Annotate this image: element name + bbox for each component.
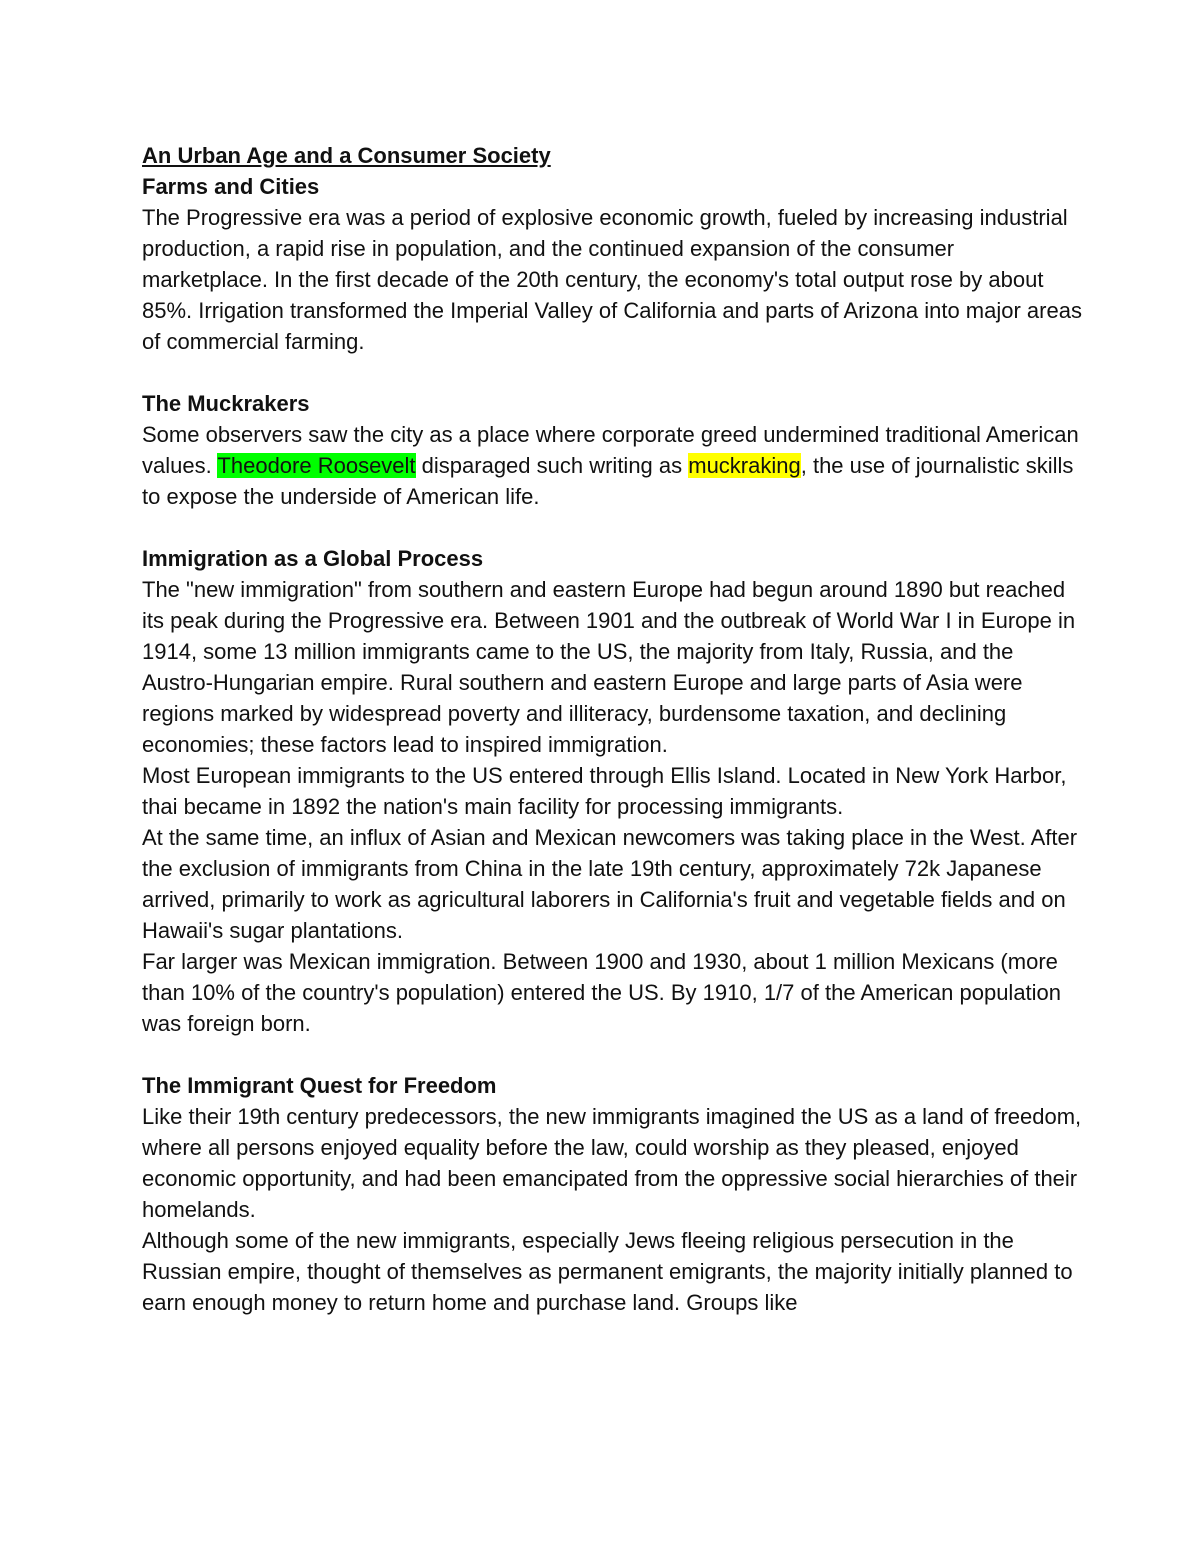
section-heading-immigrant-quest: The Immigrant Quest for Freedom	[142, 1073, 497, 1098]
spacer	[142, 512, 1082, 543]
text-run: , the use of journalistic skills to expose the underside of American life.	[142, 453, 1074, 509]
text-run: Some observers saw the city as a place where corporate greed undermined traditional American values.	[142, 422, 1079, 478]
paragraph: Most European immigrants to the US entered through Ellis Island. Located in New York Harbor, thai became in 1892 the nation's main facility for processing immigrants.	[142, 763, 1067, 819]
paragraph: The "new immigration" from southern and eastern Europe had begun around 1890 but reached its peak during the Progressive era. Between 1901 and the outbreak of World War I in Europe in 1914, some 13 million immigrants came to the US, the majority from Italy, Russia, and the Austro-Hungarian empire. Rural southern and eastern Europe and large parts of Asia were regions marked by widespread poverty and illiteracy, burdensome taxation, and declining economies; these factors lead to inspired immigration.	[142, 577, 1076, 757]
section-heading-immigration: Immigration as a Global Process	[142, 546, 484, 571]
spacer	[142, 1039, 1082, 1070]
section-heading-muckrakers: The Muckrakers	[142, 391, 310, 416]
paragraph: Although some of the new immigrants, especially Jews fleeing religious persecution in the Russian empire, thought of themselves as permanent emigrants, the majority initially planned to earn enough money to return home and purchase land. Groups like	[142, 1228, 1073, 1315]
highlight-green: Theodore Roosevelt	[217, 453, 416, 478]
highlight-yellow: muckraking	[688, 453, 801, 478]
paragraph: The Progressive era was a period of explosive economic growth, fueled by increasing industrial production, a rapid rise in population, and the continued expansion of the consumer marketplace. In the first decade of the 20th century, the economy's total output rose by about 85%. Irrigation transformed the Imperial Valley of California and parts of Arizona into major areas of commercial farming.	[142, 205, 1082, 354]
spacer	[142, 357, 1082, 388]
section-heading-farms-and-cities: Farms and Cities	[142, 174, 320, 199]
paragraph: At the same time, an influx of Asian and Mexican newcomers was taking place in the West. After the exclusion of immigrants from China in the late 19th century, approximately 72k Japanese arrived, primarily to work as agricultural laborers in California's fruit and vegetable fields and on Hawaii's sugar plantations.	[142, 825, 1078, 943]
paragraph: Like their 19th century predecessors, the new immigrants imagined the US as a land of freedom, where all persons enjoyed equality before the law, could worship as they pleased, enjoyed economic opportunity, and had been emancipated from the oppressive social hierarchies of their homelands.	[142, 1104, 1082, 1222]
document-title: An Urban Age and a Consumer Society	[142, 143, 551, 168]
paragraph-muckrakers	[142, 419, 1082, 512]
text-run: disparaged such writing as	[415, 453, 689, 478]
document-page	[142, 140, 1082, 1318]
paragraph: Far larger was Mexican immigration. Between 1900 and 1930, about 1 million Mexicans (more than 10% of the country's population) entered the US. By 1910, 1/7 of the American population was foreign born.	[142, 949, 1062, 1036]
